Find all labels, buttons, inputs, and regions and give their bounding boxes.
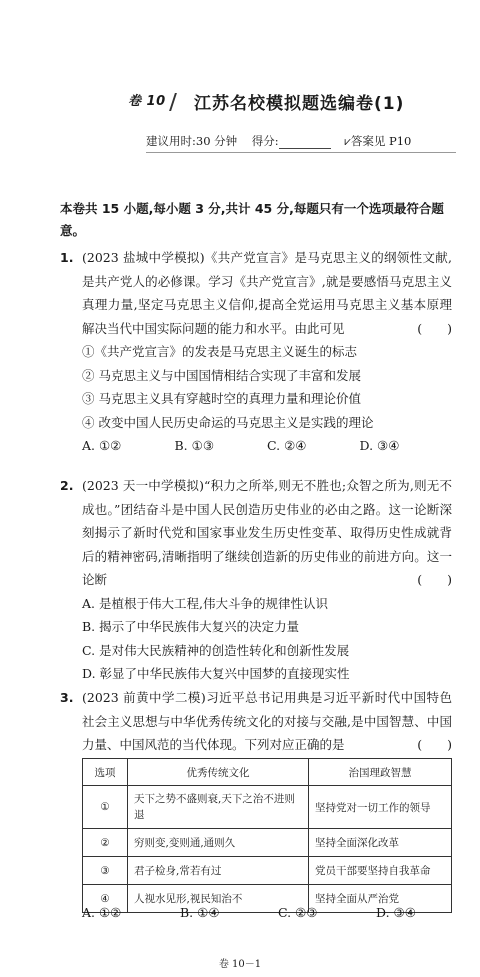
slash-divider bbox=[169, 93, 177, 111]
score-blank bbox=[279, 148, 331, 149]
question-1 bbox=[60, 246, 452, 458]
table-row bbox=[83, 786, 452, 829]
table-row bbox=[83, 829, 452, 857]
table-cell: ① bbox=[83, 786, 128, 829]
question-3 bbox=[60, 686, 452, 757]
question-stem bbox=[82, 686, 452, 757]
stem-text: (2023 盐城中学模拟)《共产党宣言》是马克思主义的纲领性文献,是共产党人的必修课。学习《共产党宣言》,就是要感悟马克思主义真理力量,坚定马克思主义信仰,提高全党运用马克思主义基本原理解决当代中国实际问题的能力和水平。由此可见 bbox=[82, 250, 452, 336]
choice-c: C. ②④ bbox=[267, 438, 307, 453]
volume-badge bbox=[128, 90, 174, 111]
choice-row bbox=[82, 905, 474, 920]
question-number: 2. bbox=[60, 478, 74, 493]
table-row bbox=[83, 857, 452, 885]
statement-item: ①《共产党宣言》的发表是马克思主义诞生的标志 bbox=[82, 344, 358, 359]
answer-ref: ⩗答案见 P10 bbox=[344, 134, 412, 148]
table-header: 选项 bbox=[83, 759, 128, 786]
table-cell: 天下之势不盛则衰,天下之治不进则退 bbox=[128, 786, 309, 829]
choice-row bbox=[82, 434, 452, 458]
stem-text: (2023 前黄中学二模)习近平总书记用典是习近平新时代中国特色社会主义思想与中华优秀传统文化的对接与交融,是中国智慧、中国力量、中国风范的当代体现。下列对应正确的是 bbox=[82, 690, 452, 752]
choice-d: D. 彰显了中华民族伟大复兴中国梦的直接现实性 bbox=[82, 666, 350, 681]
table-cell: ② bbox=[83, 829, 128, 857]
choice-b: B. ①④ bbox=[180, 905, 220, 920]
table-cell: 坚持全面深化改革 bbox=[309, 829, 452, 857]
table-cell: 坚持全面从严治党 bbox=[309, 885, 452, 913]
choice-d: D. ③④ bbox=[376, 905, 416, 920]
table-cell: 人视水见形,视民知治不 bbox=[128, 885, 309, 913]
answer-paren: ( ) bbox=[417, 320, 452, 336]
statement-item: ③ 马克思主义具有穿越时空的真理力量和理论价值 bbox=[82, 391, 361, 406]
answer-paren: ( ) bbox=[417, 737, 452, 752]
choice-c: C. 是对伟大民族精神的创造性转化和创新性发展 bbox=[82, 642, 350, 658]
question-number: 1. bbox=[60, 250, 74, 265]
matching-table bbox=[82, 758, 452, 913]
table-cell: 坚持党对一切工作的领导 bbox=[309, 786, 452, 829]
page-footer: 卷 10－1 bbox=[218, 959, 262, 970]
answer-paren: ( ) bbox=[417, 572, 452, 587]
question-stem bbox=[82, 474, 452, 592]
table-cell: ④ bbox=[83, 885, 128, 913]
stem-text: (2023 天一中学模拟)“积力之所举,则无不胜也;众智之所为,则无不成也。”团结奋斗是中国人民创造历史伟业的必由之路。这一论断深刻揭示了新时代党和国家事业发生历史性变革、取得历史性成就背后的精神密码,清晰指明了继续创造新的历史伟业的前进方向。这一论断 bbox=[82, 478, 452, 587]
meta-line bbox=[146, 133, 411, 149]
paper-title: 江苏名校模拟题选编卷(1) bbox=[194, 94, 405, 114]
statement-item: ④ 改变中国人民历史命运的马克思主义是实践的理论 bbox=[82, 414, 374, 430]
table-header: 优秀传统文化 bbox=[128, 759, 309, 786]
choice-a: A. ①② bbox=[82, 438, 122, 453]
statement-item: ② 马克思主义与中国国情相结合实现了丰富和发展 bbox=[82, 367, 361, 383]
choice-a: A. ①② bbox=[82, 905, 122, 920]
choice-a: A. 是植根于伟大工程,伟大斗争的规律性认识 bbox=[82, 595, 328, 611]
table-cell: ③ bbox=[83, 857, 128, 885]
table-cell: 穷则变,变则通,通则久 bbox=[128, 829, 309, 857]
question-2 bbox=[60, 474, 452, 686]
question-stem bbox=[82, 246, 452, 340]
time-label: 建议用时:30 分钟 bbox=[146, 134, 238, 148]
table-header: 治国理政智慧 bbox=[309, 759, 452, 786]
volume-label: 卷 10 bbox=[128, 94, 166, 109]
table-header-row bbox=[83, 759, 452, 786]
question-number: 3. bbox=[60, 690, 74, 705]
header-divider bbox=[146, 152, 456, 153]
table-cell: 党员干部要坚持自我革命 bbox=[309, 857, 452, 885]
choice-d: D. ③④ bbox=[359, 438, 400, 453]
table-cell: 君子检身,常若有过 bbox=[128, 857, 309, 885]
choice-c: C. ②③ bbox=[278, 905, 318, 920]
instructions: 本卷共 15 小题,每小题 3 分,共计 45 分,每题只有一个选项最符合题意。 bbox=[60, 201, 444, 238]
score-label: 得分: bbox=[251, 134, 279, 148]
choice-b: B. ①③ bbox=[174, 438, 215, 453]
choice-b: B. 揭示了中华民族伟大复兴的决定力量 bbox=[82, 619, 300, 634]
